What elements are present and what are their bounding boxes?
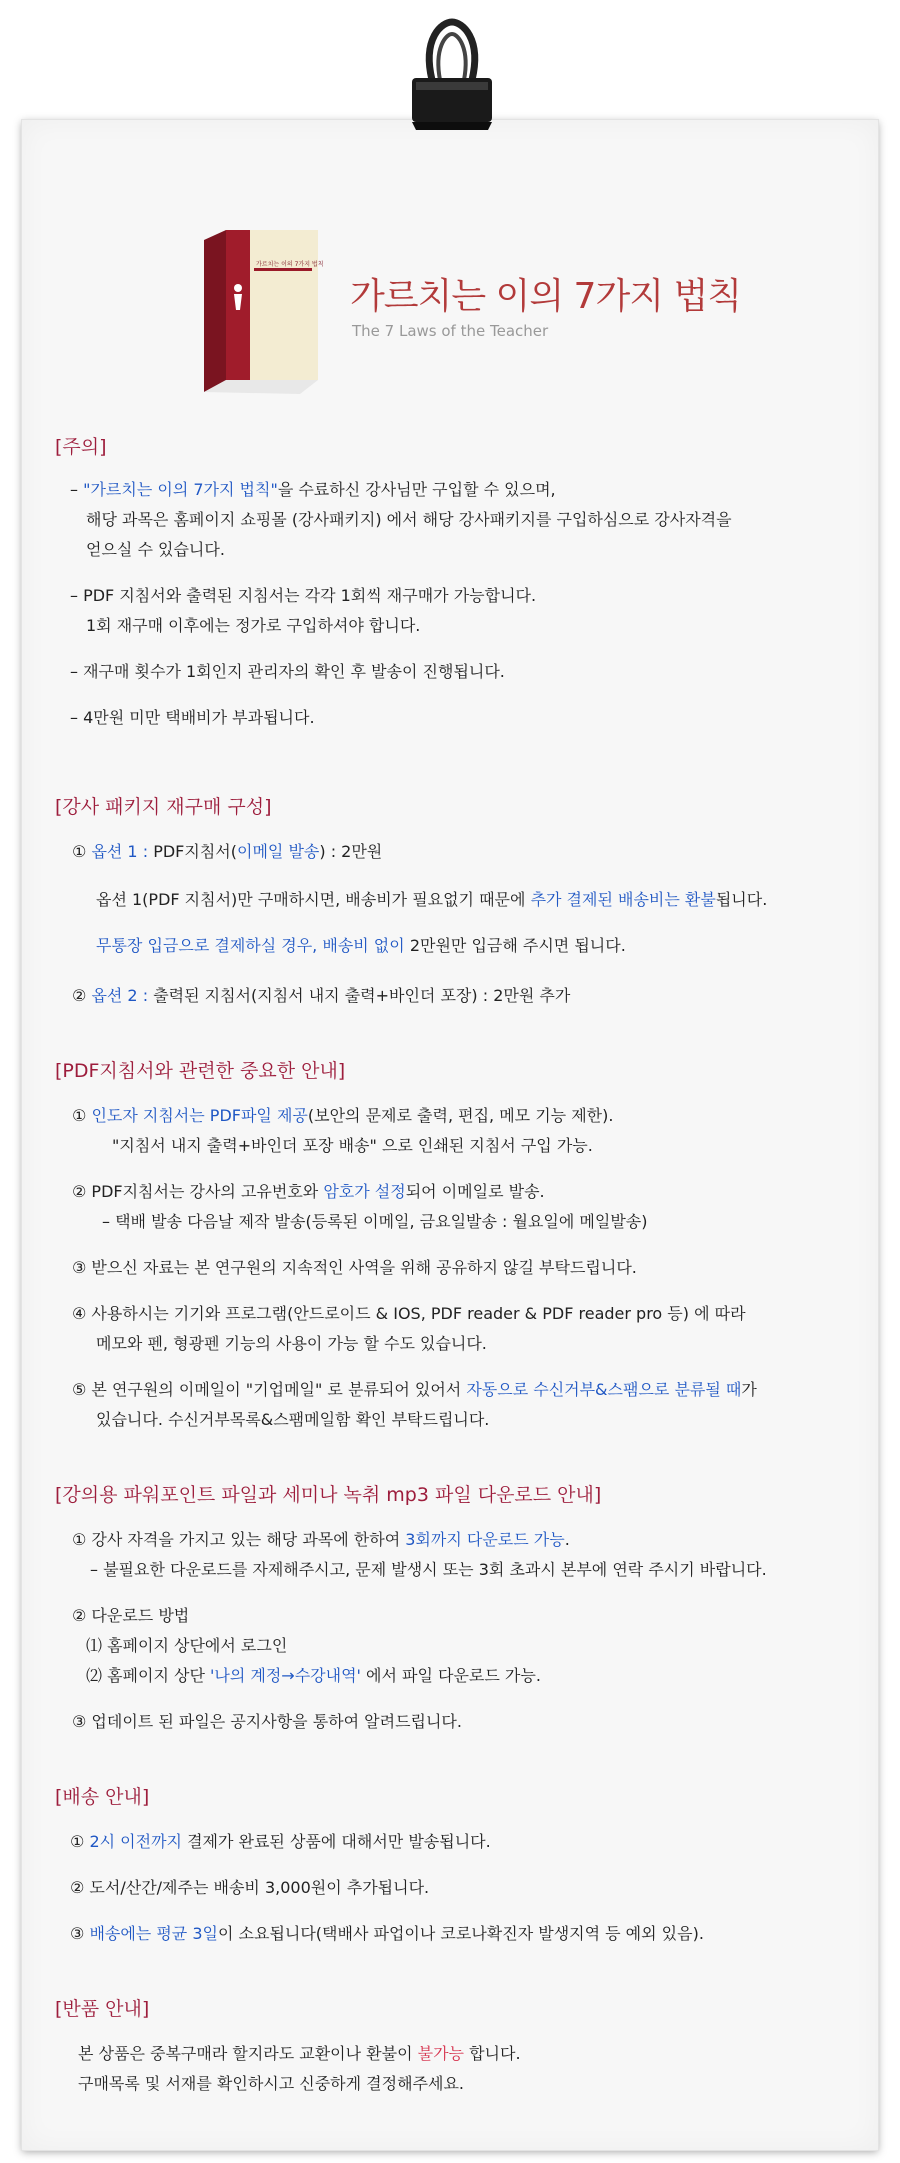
text: 2만원만 입금해 주시면 됩니다. — [409, 936, 626, 955]
page-subtitle: The 7 Laws of the Teacher — [352, 322, 549, 340]
pdf-item-2-line-2: – 택배 발송 다음날 제작 발송(등록된 이메일, 금요일발송 : 월요일에 메일발송) — [102, 1212, 648, 1231]
page-title: 가르치는 이의 7가지 법칙 — [350, 276, 741, 317]
download-step-2 — [86, 1666, 541, 1686]
pdf-item-2 — [72, 1182, 545, 1202]
caution-line-1-rest: 을 수료하신 강사님만 구입할 수 있으며, — [277, 480, 556, 499]
option-1-detail-1 — [96, 890, 767, 910]
caution-line-2b: 1회 재구매 이후에는 정가로 구입하셔야 합니다. — [86, 616, 421, 635]
caution-line-3: – 재구매 횟수가 1회인지 관리자의 확인 후 발송이 진행됩니다. — [70, 662, 505, 681]
delivery-days-highlight: 배송에는 평균 3일 — [89, 1924, 218, 1943]
password-highlight: 암호가 설정 — [323, 1182, 406, 1201]
text: ) : 2만원 — [319, 842, 383, 861]
caution-line-2a: – PDF 지침서와 출력된 지침서는 각각 1회씩 재구매가 가능합니다. — [70, 586, 537, 605]
section-heading-pdf: [PDF지침서와 관련한 중요한 안내] — [55, 1060, 346, 1082]
text: ① 강사 자격을 가지고 있는 해당 과목에 한하여 — [72, 1530, 406, 1549]
text: 이 소요됩니다(택배사 파업이나 코로나확진자 발생지역 등 예외 있음). — [217, 1924, 704, 1943]
pdf-item-1-line-2: "지침서 내지 출력+바인더 포장 배송" 으로 인쇄된 지침서 구입 가능. — [112, 1136, 593, 1155]
caution-line-4: – 4만원 미만 택배비가 부과됩니다. — [70, 708, 315, 727]
text: 됩니다. — [715, 890, 768, 909]
text: 옵션 1(PDF 지침서)만 구매하시면, 배송비가 필요없기 때문에 — [96, 890, 531, 909]
option-1-label: 옵션 1 : — [91, 842, 154, 861]
cutoff-time-highlight: 2시 이전까지 — [89, 1832, 182, 1851]
bank-transfer-highlight: 무통장 입금으로 결제하실 경우, 배송비 없이 — [96, 936, 410, 955]
book-cover-title: 가르치는 이의 7가지 법칙 — [256, 261, 324, 268]
returns-line-1 — [78, 2044, 521, 2064]
text: . — [564, 1530, 570, 1549]
pdf-item-5 — [72, 1380, 757, 1400]
option-1-detail-2 — [96, 936, 626, 956]
pdf-item-4: ④ 사용하시는 기기와 프로그램(안드로이드 & IOS, PDF reader & PDF reader pro 등) 에 따라 — [72, 1304, 746, 1323]
shipping-item-2: ② 도서/산간/제주는 배송비 3,000원이 추가됩니다. — [70, 1878, 430, 1897]
refund-highlight: 추가 결제된 배송비는 환불 — [530, 890, 716, 909]
text: 본 상품은 중복구매라 할지라도 교환이나 환불이 — [78, 2044, 418, 2063]
caution-line-1 — [70, 480, 556, 500]
section-heading-download: [강의용 파워포인트 파일과 세미나 녹취 mp3 파일 다운로드 안내] — [55, 1484, 602, 1506]
text: 에서 파일 다운로드 가능. — [360, 1666, 541, 1685]
text: ⑤ 본 연구원의 이메일이 "기업메일" 로 분류되어 있어서 — [72, 1380, 467, 1399]
section-heading-package: [강사 패키지 재구매 구성] — [55, 796, 272, 818]
email-highlight: 이메일 발송 — [236, 842, 320, 861]
caution-line-1b: 해당 과목은 홈페이지 쇼핑몰 (강사패키지) 에서 해당 강사패키지를 구입하심으로 강사자격을 — [86, 510, 732, 529]
text: 출력된 지침서(지침서 내지 출력+바인더 포장) : 2만원 추가 — [153, 986, 571, 1005]
num: ① — [72, 1106, 92, 1125]
pdf-item-1 — [72, 1106, 613, 1126]
pdf-item-3: ③ 받으신 자료는 본 연구원의 지속적인 사역을 위해 공유하지 않길 부탁드립니다. — [72, 1258, 637, 1277]
text: 가 — [741, 1380, 757, 1399]
caution-line-1c: 얻으실 수 있습니다. — [86, 540, 225, 559]
shipping-item-3 — [70, 1924, 704, 1944]
shipping-item-1 — [70, 1832, 491, 1852]
text: ② PDF지침서는 강사의 고유번호와 — [72, 1182, 324, 1201]
spam-highlight: 자동으로 수신거부&스팸으로 분류될 때 — [466, 1380, 742, 1399]
not-possible-highlight: 불가능 — [417, 2044, 465, 2063]
text: 결제가 완료된 상품에 대해서만 발송됩니다. — [181, 1832, 491, 1851]
option-2-line — [72, 986, 570, 1006]
course-name-highlight: "가르치는 이의 7가지 법칙" — [83, 480, 278, 499]
download-item-1 — [72, 1530, 570, 1550]
dash: – — [70, 480, 84, 499]
text: (보안의 문제로 출력, 편집, 메모 기능 제한). — [307, 1106, 614, 1125]
text: PDF지침서( — [153, 842, 237, 861]
book-cover-image — [196, 228, 324, 398]
option-2-label: 옵션 2 : — [91, 986, 154, 1005]
pdf-provided-highlight: 인도자 지침서는 PDF파일 제공 — [91, 1106, 308, 1125]
text: ⑵ 홈페이지 상단 — [86, 1666, 210, 1685]
my-account-highlight: '나의 계정→수강내역' — [210, 1666, 361, 1685]
num: ③ — [70, 1924, 90, 1943]
num: ② — [72, 986, 92, 1005]
num: ① — [72, 842, 92, 861]
section-heading-caution: [주의] — [55, 436, 107, 458]
section-heading-shipping: [배송 안내] — [55, 1786, 150, 1808]
download-item-3: ③ 업데이트 된 파일은 공지사항을 통하여 알려드립니다. — [72, 1712, 462, 1731]
binder-clip-icon — [392, 18, 512, 138]
option-1-line — [72, 842, 382, 862]
num: ① — [70, 1832, 90, 1851]
download-limit-highlight: 3회까지 다운로드 가능 — [405, 1530, 565, 1549]
download-step-1: ⑴ 홈페이지 상단에서 로그인 — [86, 1636, 288, 1655]
text: 합니다. — [464, 2044, 521, 2063]
download-item-2: ② 다운로드 방법 — [72, 1606, 190, 1625]
pdf-item-5-line-2: 있습니다. 수신거부목록&스팸메일함 확인 부탁드립니다. — [96, 1410, 490, 1429]
pdf-item-4-line-2: 메모와 펜, 형광펜 기능의 사용이 가능 할 수도 있습니다. — [96, 1334, 487, 1353]
returns-line-2: 구매목록 및 서재를 확인하시고 신중하게 결정해주세요. — [78, 2074, 465, 2093]
section-heading-returns: [반품 안내] — [55, 1998, 150, 2020]
download-item-1-line-2: – 불필요한 다운로드를 자제해주시고, 문제 발생시 또는 3회 초과시 본부에 연락 주시기 바랍니다. — [90, 1560, 767, 1579]
text: 되어 이메일로 발송. — [405, 1182, 545, 1201]
